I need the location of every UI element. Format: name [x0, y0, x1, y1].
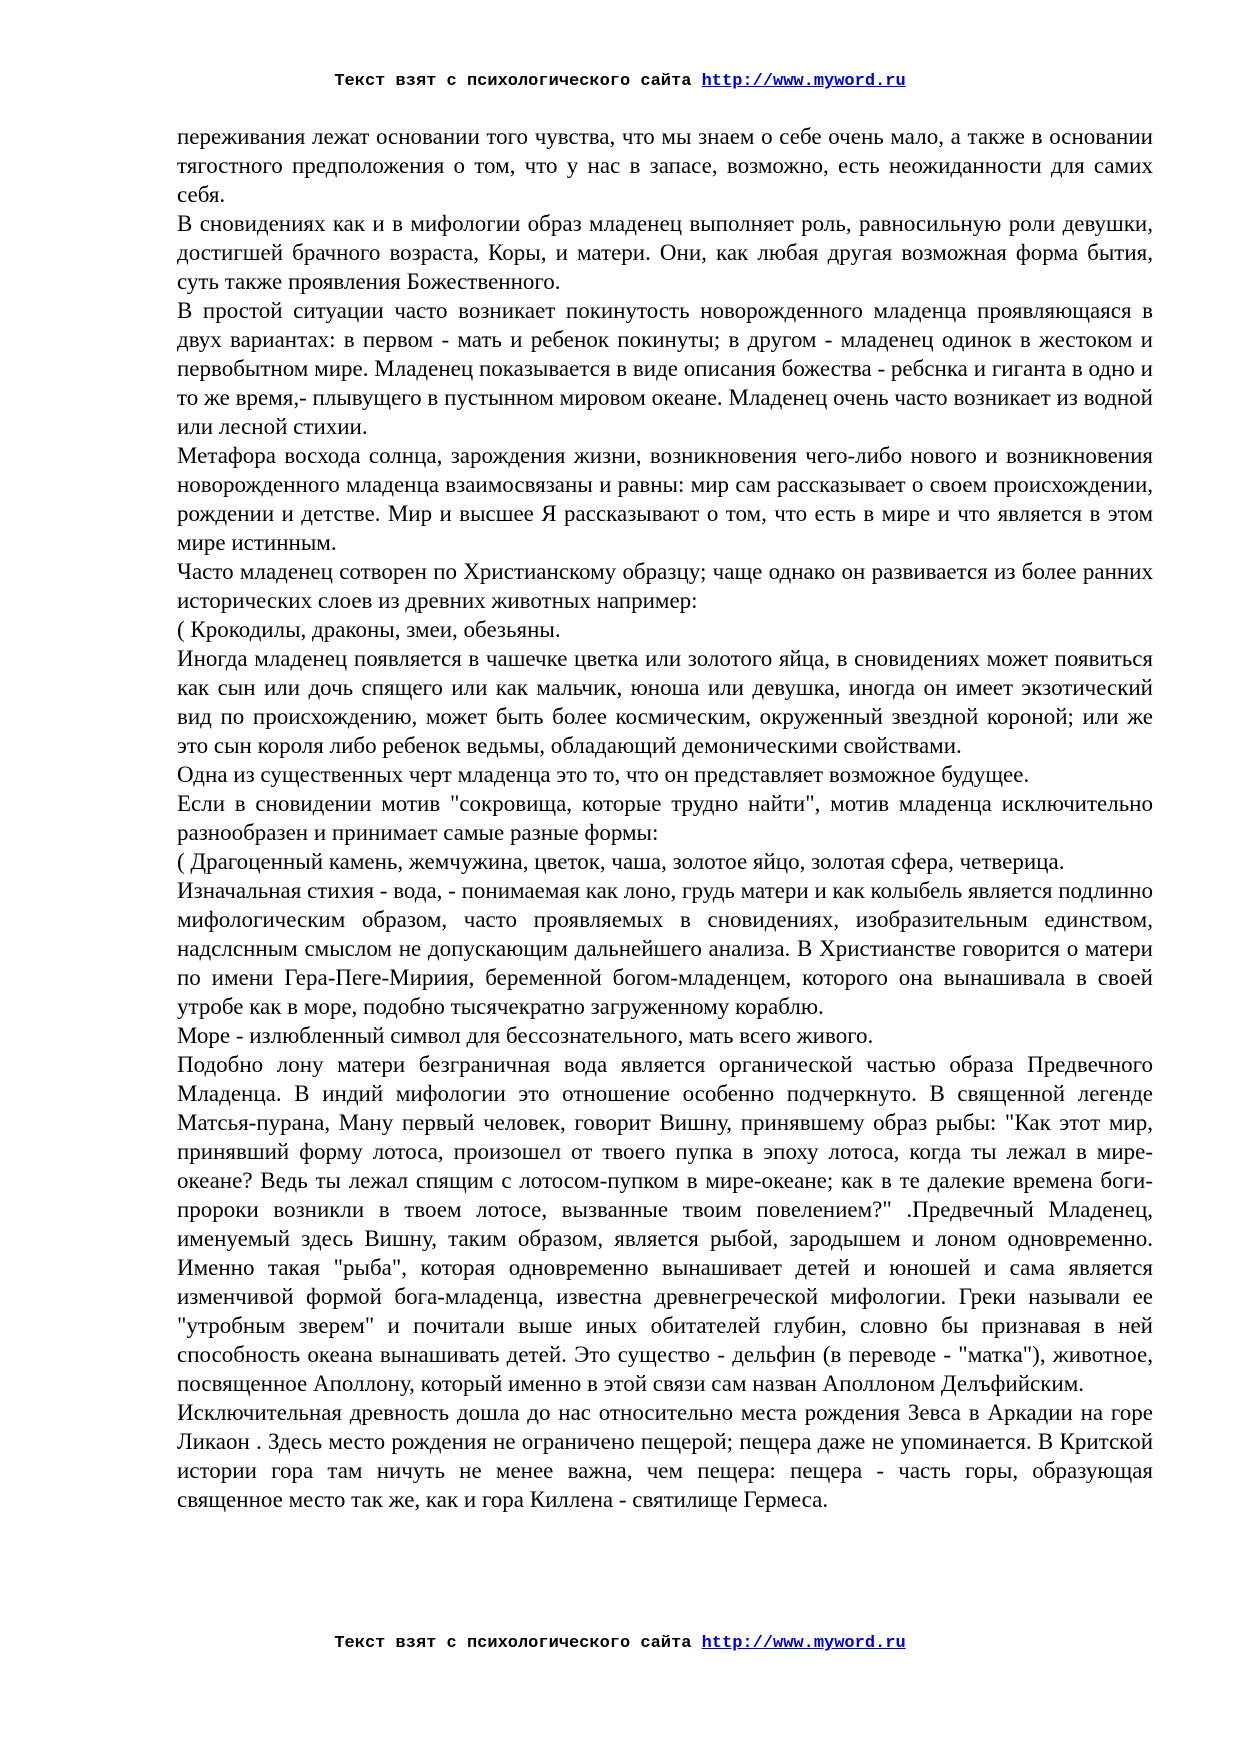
paragraph: Иногда младенец появляется в чашечке цветка или золотого яйца, в сновидениях может появиться как сын или дочь спящего или как мальчик, юноша или девушка, иногда он имеет экзотический вид по происхождению, может быть более космическим, окруженный звездной короной; или же это сын короля либо ребенок ведьмы, обладающий демоническими свойствами.	[177, 646, 1153, 758]
paragraph: Исключительная древность дошла до нас относительно места рождения Зевса в Аркадии на горе Ликаон . Здесь место рождения не ограничено пещерой; пещера даже не упоминается. В Критской истории гора там ничуть не менее важна, чем пещера: пещера - часть горы, образующая священное место так же, как и гора Киллена - святилище Гермеса.	[177, 1400, 1153, 1512]
document-body	[177, 122, 1153, 1514]
paragraph: переживания лежат основании того чувства, что мы знаем о себе очень мало, а также в основании тягостного предположения о том, что у нас в запасе, возможно, есть неожиданности для самих себя.	[177, 124, 1153, 207]
header-link[interactable]: http://www.myword.ru	[701, 72, 906, 91]
paragraph: В простой ситуации часто возникает покинутость новорожденного младенца проявляющаяся в двух вариантах: в первом - мать и ребенок покинуты; в другом - младенец одинок в жестоком и первобытном мире. Младенец показывается в виде описания божества - ребснка и гиганта в одно и то же время,- плывущего в пустынном мировом океане. Младенец очень часто возникает из водной или лесной стихии.	[177, 298, 1153, 439]
paragraph: Метафора восхода солнца, зарождения жизни, возникновения чего-либо нового и возникновения новорожденного младенца взаимосвязаны и равны: мир сам рассказывает о своем происхождении, рождении и детстве. Мир и высшее Я рассказывают о том, что есть в мире и что является в этом мире истинным.	[177, 443, 1153, 555]
paragraph: Одна из существенных черт младенца это то, что он представляет возможное будущее.	[177, 762, 1030, 787]
paragraph: Часто младенец сотворен по Христианскому образцу; чаще однако он развивается из более ранних исторических слоев из древних животных например:	[177, 559, 1153, 613]
footer-text: Текст взят с психологического сайта	[334, 1634, 692, 1653]
page-header	[0, 72, 1240, 91]
paragraph: ( Драгоценный камень, жемчужина, цветок, чаша, золотое яйцо, золотая сфера, четверица.	[177, 849, 1065, 874]
paragraph: Изначальная стихия - вода, - понимаемая как лоно, грудь матери и как колыбель является подлинно мифологическим образом, часто проявляемых в сновидениях, изобразительным единством, надслснным смыслом не допускающим дальнейшего анализа. В Христианстве говорится о матери по имени Гера-Пеге-Мириия, беременной богом-младенцем, которого она вынашивала в своей утробе как в море, подобно тысячекратно загруженному кораблю.	[177, 878, 1153, 1019]
header-text: Текст взят с психологического сайта	[334, 72, 692, 91]
footer-link[interactable]: http://www.myword.ru	[701, 1634, 906, 1653]
page-footer	[0, 1634, 1240, 1653]
paragraph: Если в сновидении мотив "сокровища, которые трудно найти", мотив младенца исключительно разнообразен и принимает самые разные формы:	[177, 791, 1153, 845]
paragraph: В сновидениях как и в мифологии образ младенец выполняет роль, равносильную роли девушки, достигшей брачного возраста, Коры, и матери. Они, как любая другая возможная форма бытия, суть также проявления Божественного.	[177, 211, 1153, 294]
paragraph: ( Крокодилы, драконы, змеи, обезьяны.	[177, 617, 561, 642]
paragraph: Море - излюбленный символ для бессознательного, мать всего живого.	[177, 1023, 874, 1048]
paragraph: Подобно лону матери безграничная вода является органической частью образа Предвечного Младенца. В индий мифологии это отношение особенно подчеркнуто. В священной легенде Матсья-пурана, Ману первый человек, говорит Вишну, принявшему образ рыбы: "Как этот мир, принявший форму лотоса, произошел от твоего пупка в эпоху лотоса, когда ты лежал в мире-океане? Ведь ты лежал спящим с лотосом-пупком в мире-океане; как в те далекие времена боги-пророки возникли в твоем лотосе, вызванные твоим повелением?" .Предвечный Младенец, именуемый здесь Вишну, таким образом, является рыбой, зародышем и лоном одновременно. Именно такая "рыба", которая одновременно вынашивает детей и юношей и сама является изменчивой формой бога-младенца, известна древнегреческой мифологии. Греки называли ее "утробным зверем" и почитали выше иных обитателей глубин, словно бы признавая в ней способность океана вынашивать детей. Это существо - дельфин (в переводе - "матка"), животное, посвященное Аполлону, который именно в этой связи сам назван Аполлоном Делъфийским.	[177, 1052, 1153, 1396]
